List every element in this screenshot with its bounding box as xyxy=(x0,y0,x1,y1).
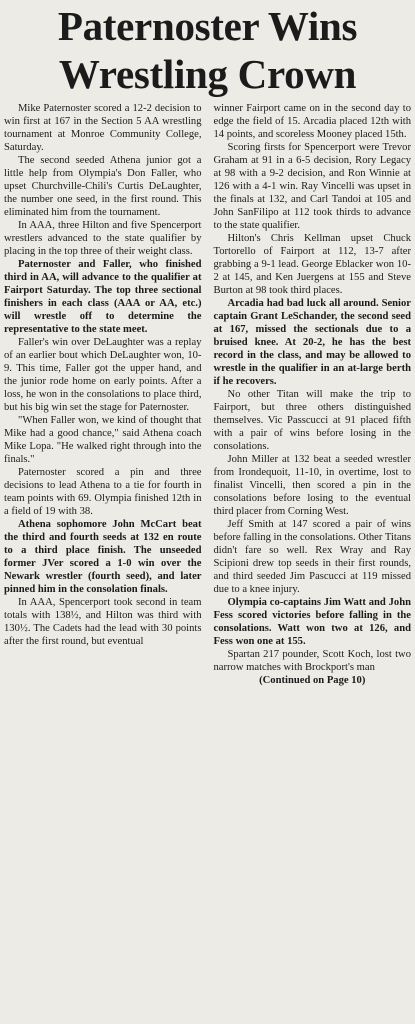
paragraph: Paternoster and Faller, who finished third in AA, will advance to the qualifier at Fairport Saturday. The top three sectional finishers in each class (AAA or AA, etc.) will wrestle off to determine the representative to the state meet. xyxy=(4,259,202,335)
continued-notice: (Continued on Page 10) xyxy=(259,675,366,686)
paragraph: John Miller at 132 beat a seeded wrestler from Irondequoit, 11-10, in overtime, lost to finalist Vincelli, then scored a pin in the consolations before losing to the eventual third placer from Corning West. xyxy=(213,454,411,517)
right-column-paragraphs xyxy=(214,102,412,674)
paragraph: Faller's win over DeLaughter was a replay of an earlier bout which DeLaughter won, 10-9. This time, Faller got the upper hand, and the junior rode home on early points. After a loss, he won in the consolations to place third, but his big win set the stage for Paternoster. xyxy=(4,337,202,413)
paragraph: In AAA, Spencerport took second in team totals with 138½, and Hilton was third with 130½. The Cadets had the lead with 30 points after the first round, but eventual xyxy=(4,597,202,647)
paragraph: No other Titan will make the trip to Fairport, but three others distinguished themselves. Vic Passcucci at 91 placed fifth with a pair of wins before losing in the consolations. xyxy=(213,389,411,452)
paragraph: Arcadia had bad luck all around. Senior captain Grant LeSchander, the second seed at 167, missed the sectionals due to a bruised knee. At 20-2, he has the best record in the class, and may be allowed to wrestle in the qualifier in an at-large berth if he recovers. xyxy=(213,298,411,387)
paragraph: Scoring firsts for Spencerport were Trevor Graham at 91 in a 6-5 decision, Rory Legacy at 98 with a 9-2 decision, and Ron Winnie at 126 with a 4-1 win. Ray Vincelli was upset in the finals at 132, and Carl Tandoi at 105 and John SanFilipo at 112 took thirds to advance to the state qualifier. xyxy=(213,142,411,231)
paragraph: Olympia co-captains Jim Watt and John Fess scored victories before falling in the consolations. Watt won two at 126, and Fess won one at 155. xyxy=(213,597,411,647)
paragraph: The second seeded Athena junior got a little help from Olympia's Don Faller, who upset Churchville-Chili's Curtis DeLaughter, the number one seed, in the first round. This eliminated him from the tournament. xyxy=(4,155,202,218)
paragraph: winner Fairport came on in the second day to edge the field of 15. Arcadia placed 12th with 14 points, and scoreless Mooney placed 15th. xyxy=(213,103,411,140)
headline xyxy=(4,0,411,98)
paragraph: Spartan 217 pounder, Scott Koch, lost two narrow matches with Brockport's man xyxy=(213,649,411,673)
headline-line-2: Wrestling Crown xyxy=(58,51,357,97)
left-column xyxy=(4,102,202,687)
paragraph: "When Faller won, we kind of thought that Mike had a good chance," said Athena coach Mike Lopa. "He walked right through into the finals." xyxy=(4,415,202,465)
paragraph: Mike Paternoster scored a 12-2 decision to win first at 167 in the Section 5 AA wrestling tournament at Monroe Community College, Saturday. xyxy=(4,103,202,153)
paragraph: Athena sophomore John McCart beat the third and fourth seeds at 132 en route to a third place finish. The unseeded former JVer scored a 1-0 win over the Newark wrestler (fourth seed), and later pinned him in the consolation finals. xyxy=(4,519,202,595)
paragraph: Jeff Smith at 147 scored a pair of wins before falling in the consolations. Other Titans didn't fare so well. Rex Wray and Ray Scipioni drew top seeds in their first rounds, and third seeded Jim Pascucci at 119 missed due to a knee injury. xyxy=(213,519,411,595)
paragraph: Hilton's Chris Kellman upset Chuck Tortorello of Fairport at 112, 13-7 after grabbing a 9-1 lead. George Eblacker won 10-2 at 145, and Ken Juergens at 155 and Steve Burton at 98 took third places. xyxy=(213,233,411,296)
paragraph: Paternoster scored a pin and three decisions to lead Athena to a tie for fourth in team points with 69. Olympia finished 12th in a field of 19 with 38. xyxy=(4,467,202,517)
article-columns xyxy=(4,102,411,687)
paragraph: In AAA, three Hilton and five Spencerport wrestlers advanced to the state qualifier by placing in the top three of their weight class. xyxy=(4,220,202,257)
right-column xyxy=(214,102,412,687)
headline-line-1: Paternoster Wins xyxy=(57,3,358,49)
